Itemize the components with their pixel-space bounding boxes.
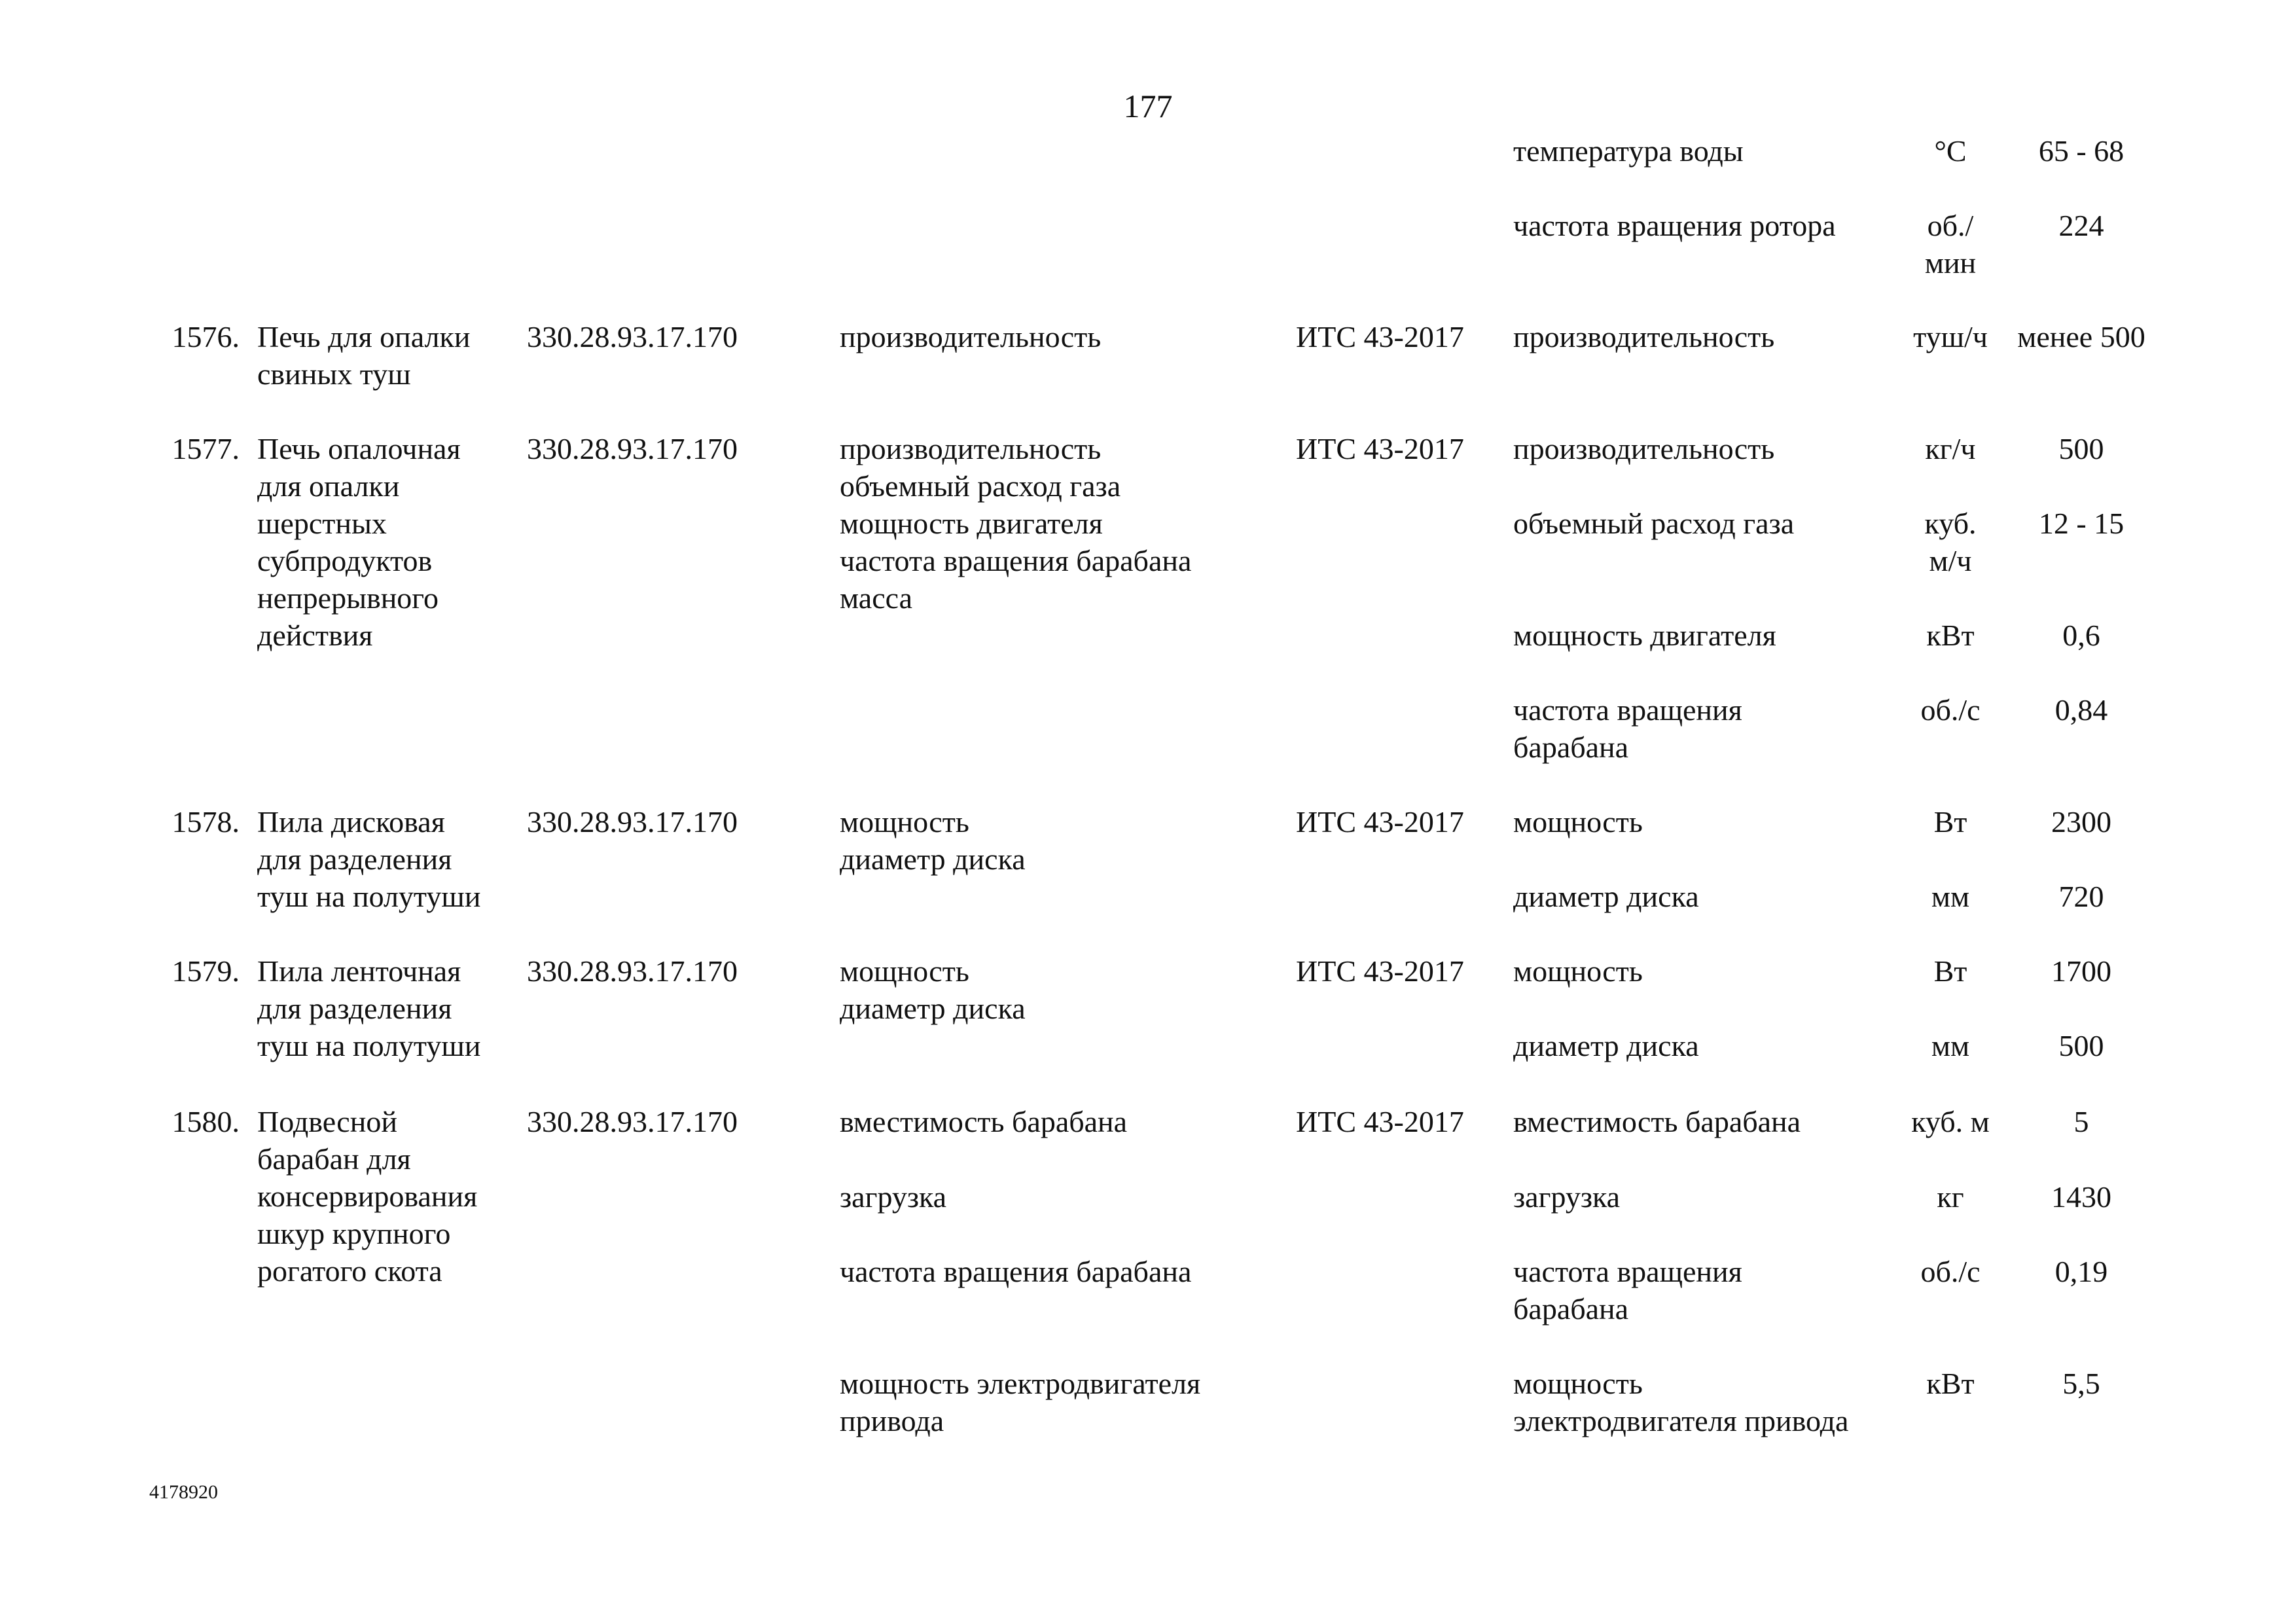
equipment-name: Печь опалочная для опалки шерстных субпродуктов непрерывного действия xyxy=(257,432,461,652)
parameter-value: 0,19 xyxy=(2054,1255,2108,1288)
parameter-name: загрузка xyxy=(1513,1180,1621,1214)
parameter-name: частота вращения ротора xyxy=(1513,209,1836,242)
parameter-name: диаметр диска xyxy=(1513,1029,1699,1062)
parameter-unit: кг/ч xyxy=(1925,432,1976,465)
parameter-unit: °C xyxy=(1934,134,1967,168)
parameter-name: мощность электродвигателя привода xyxy=(1513,1367,1849,1437)
okpd2-code: 330.28.93.17.170 xyxy=(527,432,738,465)
okpd2-code: 330.28.93.17.170 xyxy=(527,320,738,353)
okpd2-code: 330.28.93.17.170 xyxy=(527,805,738,839)
parameter-unit: мм xyxy=(1931,880,1970,913)
item-number: 1579. xyxy=(171,954,240,988)
okpd2-code: 330.28.93.17.170 xyxy=(527,954,738,988)
parameter-value: 1430 xyxy=(2051,1180,2111,1214)
parameter-name: объемный расход газа xyxy=(1513,507,1795,540)
parameter-unit: об./ мин xyxy=(1924,209,1977,280)
parameter-value: 2300 xyxy=(2051,805,2111,839)
standard-reference: ИТС 43-2017 xyxy=(1296,954,1464,988)
parameter-name: температура воды xyxy=(1513,134,1744,168)
characteristics-list: загрузка xyxy=(840,1180,947,1214)
characteristics-list: производительность xyxy=(840,320,1102,353)
parameter-value: 5 xyxy=(2073,1105,2089,1138)
parameter-unit: кВт xyxy=(1926,619,1975,652)
equipment-name: Подвесной барабан для консервирования шкур крупного рогатого скота xyxy=(257,1105,478,1288)
characteristics-list: производительность объемный расход газа мощность двигателя частота вращения барабана масса xyxy=(840,432,1192,615)
characteristics-list: частота вращения барабана xyxy=(840,1255,1192,1288)
parameter-value: 0,84 xyxy=(2054,693,2108,727)
equipment-name: Печь для опалки свиных туш xyxy=(257,320,471,391)
parameter-value: 65 - 68 xyxy=(2038,134,2125,168)
parameter-name: диаметр диска xyxy=(1513,880,1699,913)
parameter-value: 0,6 xyxy=(2062,619,2100,652)
parameter-unit: кВт xyxy=(1926,1367,1975,1400)
parameter-unit: куб. м xyxy=(1911,1105,1990,1138)
standard-reference: ИТС 43-2017 xyxy=(1296,320,1464,353)
document-id: 4178920 xyxy=(149,1481,218,1503)
page-number: 177 xyxy=(1123,88,1173,124)
parameter-name: частота вращения барабана xyxy=(1513,1255,1742,1326)
characteristics-list: мощность диаметр диска xyxy=(840,954,1026,1025)
standard-reference: ИТС 43-2017 xyxy=(1296,1105,1464,1138)
parameter-unit: туш/ч xyxy=(1913,320,1988,353)
okpd2-code: 330.28.93.17.170 xyxy=(527,1105,738,1138)
parameter-unit: Вт xyxy=(1933,954,1967,988)
parameter-value: 500 xyxy=(2058,1029,2104,1062)
equipment-name: Пила ленточная для разделения туш на полутуши xyxy=(257,954,481,1062)
parameter-unit: Вт xyxy=(1933,805,1967,839)
parameter-unit: об./с xyxy=(1920,1255,1981,1288)
standard-reference: ИТС 43-2017 xyxy=(1296,432,1464,465)
item-number: 1577. xyxy=(171,432,240,465)
characteristics-list: вместимость барабана xyxy=(840,1105,1128,1138)
characteristics-list: мощность диаметр диска xyxy=(840,805,1026,876)
parameter-name: мощность двигателя xyxy=(1513,619,1776,652)
item-number: 1578. xyxy=(171,805,240,839)
item-number: 1580. xyxy=(171,1105,240,1138)
item-number: 1576. xyxy=(171,320,240,353)
parameter-value: 12 - 15 xyxy=(2038,507,2125,540)
parameter-name: частота вращения барабана xyxy=(1513,693,1742,764)
equipment-name: Пила дисковая для разделения туш на полутуши xyxy=(257,805,481,913)
parameter-value: 5,5 xyxy=(2062,1367,2100,1400)
parameter-name: производительность xyxy=(1513,320,1775,353)
parameter-value: 500 xyxy=(2058,432,2104,465)
parameter-unit: мм xyxy=(1931,1029,1970,1062)
parameter-value: менее 500 xyxy=(2017,320,2145,353)
parameter-name: вместимость барабана xyxy=(1513,1105,1801,1138)
parameter-value: 1700 xyxy=(2051,954,2111,988)
characteristics-list: мощность электродвигателя привода xyxy=(840,1367,1201,1437)
parameter-unit: об./с xyxy=(1920,693,1981,727)
parameter-value: 720 xyxy=(2058,880,2104,913)
parameter-value: 224 xyxy=(2058,209,2104,242)
parameter-unit: кг xyxy=(1937,1180,1964,1214)
parameter-name: производительность xyxy=(1513,432,1775,465)
standard-reference: ИТС 43-2017 xyxy=(1296,805,1464,839)
parameter-name: мощность xyxy=(1513,954,1643,988)
parameter-unit: куб. м/ч xyxy=(1924,507,1977,577)
parameter-name: мощность xyxy=(1513,805,1643,839)
